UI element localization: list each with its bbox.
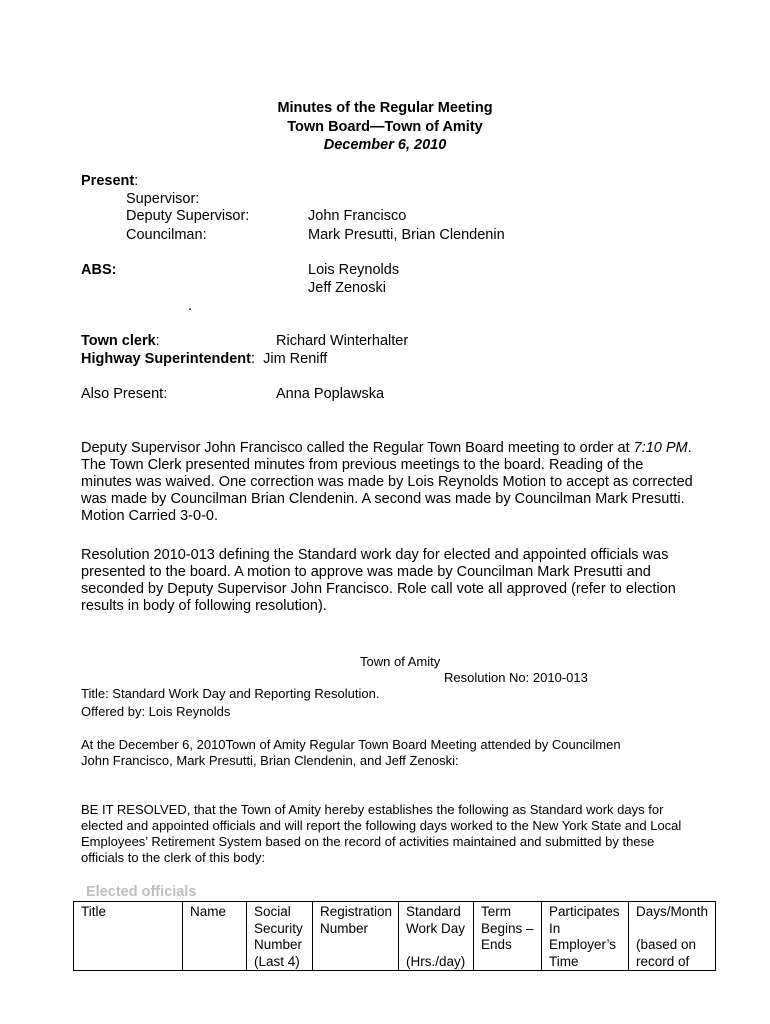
paragraph-line: Motion Carried 3-0-0. <box>81 508 218 524</box>
resolution-paragraph <box>81 547 676 615</box>
councilman-names: Mark Presutti, Brian Clendenin <box>308 227 505 243</box>
header-line <box>406 937 469 954</box>
paragraph-text: . <box>687 440 692 456</box>
header-line: Registration <box>320 904 393 919</box>
highway-superintendent-line <box>81 352 327 367</box>
meeting-time: 7:10 PM <box>633 440 688 456</box>
paragraph-line: At the December 6, 2010Town of Amity Regular Town Board Meeting attended by Councilmen <box>81 737 621 752</box>
col-registration <box>313 902 399 971</box>
header-line: In <box>549 920 561 936</box>
header-line: Work Day <box>406 920 466 936</box>
town-clerk-label-text: Town clerk <box>81 333 156 349</box>
paragraph-line: Resolution 2010-013 defining the Standard work day for elected and appointed officials was <box>81 547 669 563</box>
paragraph-line: was made by Councilman Brian Clendenin. A second was made by Councilman Mark Presutti. <box>81 491 685 507</box>
header-line: Days/Month <box>636 904 709 919</box>
deputy-supervisor-name: John Francisco <box>308 208 407 224</box>
header-line: Title <box>81 904 107 919</box>
col-participates <box>542 902 629 971</box>
present-colon: : <box>134 173 139 189</box>
absent-name-2: Jeff Zenoski <box>308 280 386 296</box>
deputy-supervisor-label: Deputy Supervisor: <box>126 208 250 224</box>
councilman-label: Councilman: <box>126 227 207 243</box>
town-clerk-colon: : <box>155 333 160 349</box>
paragraph-line: BE IT RESOLVED, that the Town of Amity hereby establishes the following as Standard work days for <box>81 802 664 817</box>
header-line: Security <box>254 920 303 936</box>
header-line: Begins – <box>481 920 534 936</box>
abs-label: ABS: <box>81 262 117 278</box>
header-line: Time <box>549 953 579 969</box>
header-line: Participates <box>549 904 620 919</box>
attendance-statement <box>81 737 621 769</box>
paragraph-text: Deputy Supervisor John Francisco called the Regular Town Board meeting to order at <box>81 440 634 456</box>
resolved-statement <box>81 802 681 866</box>
paragraph-line: seconded by Deputy Supervisor John Francisco. Role call vote all approved (refer to election <box>81 581 676 597</box>
elected-officials-table <box>73 901 716 971</box>
absent-name-1: Lois Reynolds <box>308 262 400 278</box>
town-clerk-name: Richard Winterhalter <box>276 333 409 349</box>
header-line: record of <box>636 953 690 969</box>
resolution-offered-by: Offered by: Lois Reynolds <box>81 704 231 719</box>
header-line: Number <box>254 937 303 952</box>
resolution-town: Town of Amity <box>360 654 441 669</box>
col-name <box>183 902 247 971</box>
town-clerk-label <box>81 334 160 349</box>
header-line: Ends <box>481 937 512 952</box>
header-line <box>636 921 711 938</box>
header-line: Number <box>320 920 369 936</box>
col-title <box>74 902 183 971</box>
paragraph-line: presented to the board. A motion to approve was made by Councilman Mark Presutti and <box>81 564 651 580</box>
also-present-name: Anna Poplawska <box>276 386 385 402</box>
supervisor-label: Supervisor: <box>126 191 200 207</box>
doc-subtitle: Town Board—Town of Amity <box>287 119 483 135</box>
col-days-month <box>629 902 716 971</box>
col-ssn <box>247 902 313 971</box>
table-caption: Elected officials <box>86 884 197 900</box>
resolution-title: Title: Standard Work Day and Reporting Resolution. <box>81 686 380 701</box>
header-line: (based on <box>636 937 697 952</box>
header-line: Name <box>190 904 227 919</box>
paragraph-line: The Town Clerk presented minutes from previous meetings to the board. Reading of the <box>81 457 644 473</box>
also-present-label: Also Present: <box>81 386 168 402</box>
paragraph-line: results in body of following resolution). <box>81 598 327 614</box>
header-line: (Hrs./day) <box>406 953 466 969</box>
paragraph-line: elected and appointed officials and will report the following days worked to the New York State and Local <box>81 818 682 833</box>
present-heading <box>81 174 138 189</box>
col-term <box>474 902 542 971</box>
table-header-row <box>74 902 716 971</box>
header-line: Term <box>481 904 511 919</box>
paragraph-line: minutes was waived. One correction was made by Lois Reynolds Motion to accept as corrected <box>81 474 693 490</box>
minutes-paragraph <box>81 440 693 525</box>
highway-colon: : <box>251 351 256 367</box>
highway-label: Highway Superintendent <box>81 351 251 367</box>
resolution-number: Resolution No: 2010-013 <box>444 670 588 685</box>
header-line: (Last 4) <box>254 953 300 969</box>
header-line: Standard <box>406 904 461 919</box>
stray-dot: . <box>188 298 193 314</box>
paragraph-line: Employees’ Retirement System based on the record of activities maintained and submitted by these <box>81 834 655 849</box>
highway-name: Jim Reniff <box>263 351 328 367</box>
paragraph-line: John Francisco, Mark Presutti, Brian Clendenin, and Jeff Zenoski: <box>81 753 459 768</box>
present-label: Present <box>81 173 135 189</box>
col-standard-work-day <box>399 902 474 971</box>
doc-title: Minutes of the Regular Meeting <box>277 100 493 116</box>
paragraph-line: officials to the clerk of this body: <box>81 850 266 865</box>
meeting-date: December 6, 2010 <box>323 137 447 153</box>
header-line: Social <box>254 904 291 919</box>
paragraph-line <box>81 440 693 457</box>
header-line: Employer’s <box>549 937 617 952</box>
